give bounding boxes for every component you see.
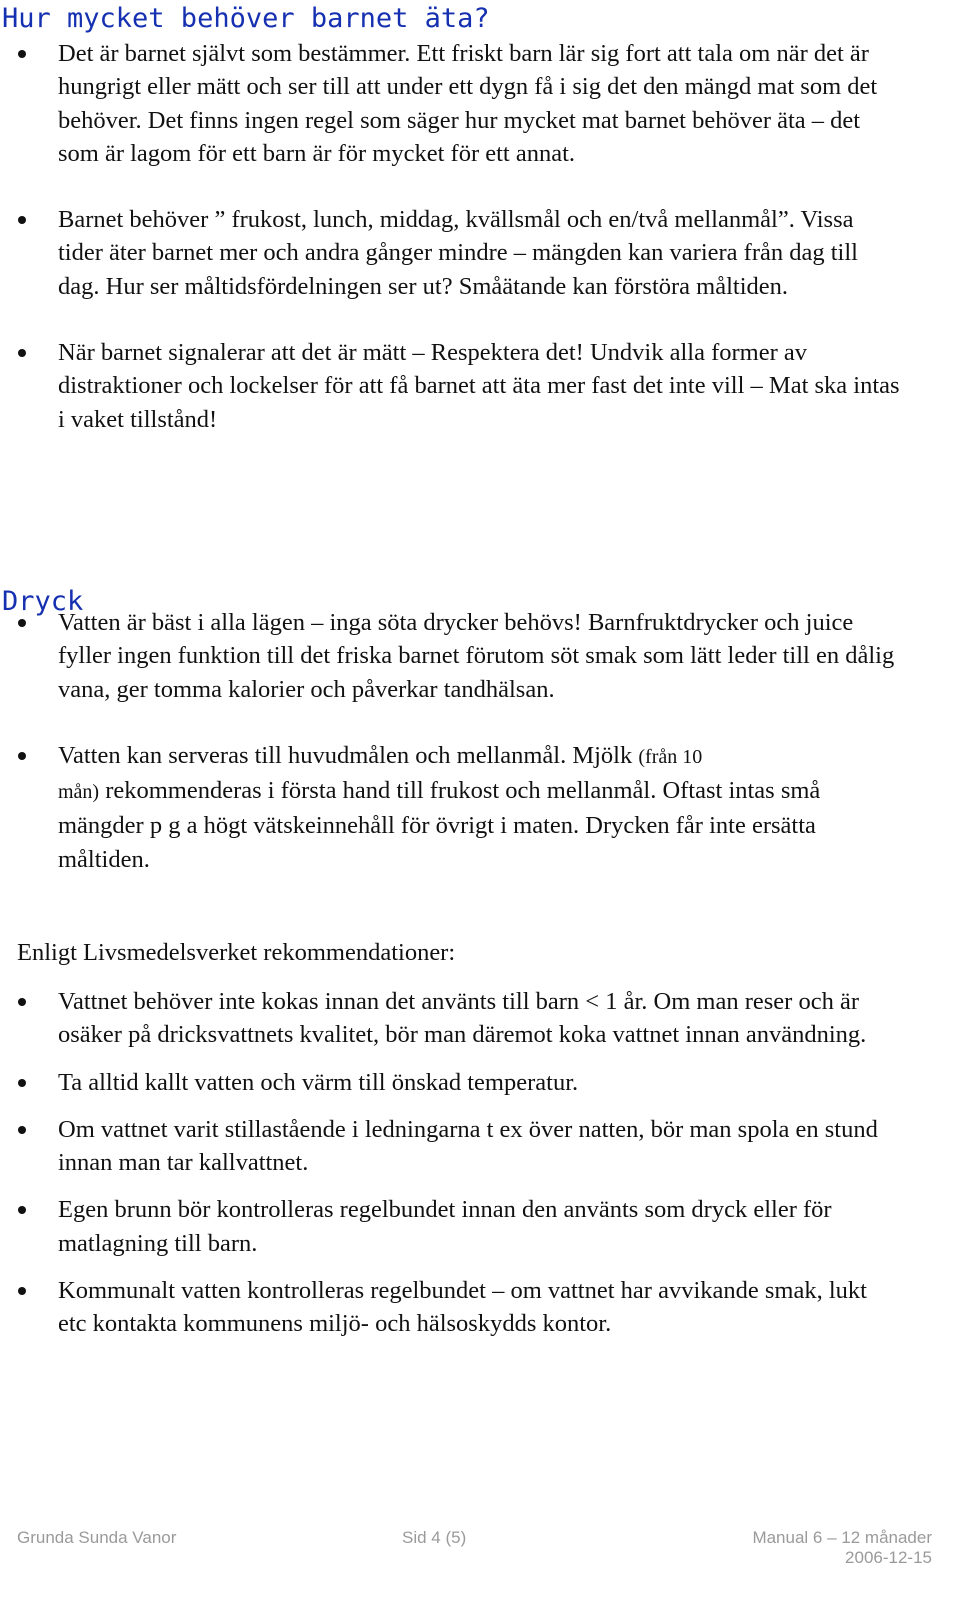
- recommendations-list: [0, 985, 900, 1341]
- footer-page-number: Sid 4 (5): [402, 1528, 467, 1547]
- list-item-text: Vattnet behöver inte kokas innan det använts till barn < 1 år. Om man reser och är osäker på dricksvattnets kvalitet, bör man däremot koka vattnet innan användning.: [58, 988, 867, 1049]
- footer-manual: Manual 6 – 12 månader: [752, 1528, 932, 1547]
- list-item: [0, 1274, 900, 1341]
- age-note-unit: mån): [58, 781, 100, 804]
- list-item-text: Barnet behöver ” frukost, lunch, middag, kvällsmål och en/två mellanmål”. Vissa tider äter barnet mer och andra gånger mindre – mängden kan variera från dag till dag. Hur ser måltidsfördelningen ser ut? Småätande kan förstöra måltiden.: [58, 206, 858, 300]
- recommendations-intro: Enligt Livsmedelsverket rekommendationer:: [17, 939, 456, 966]
- bullet-icon: [18, 50, 26, 58]
- bullet-icon: [18, 1126, 26, 1134]
- list-item-text: Egen brunn bör kontrolleras regelbundet innan den använts som dryck eller för matlagning till barn.: [58, 1196, 832, 1257]
- bullet-icon: [18, 349, 26, 357]
- bullet-icon: [18, 619, 26, 627]
- age-note: (från 10: [638, 745, 703, 768]
- list-item: [0, 1066, 900, 1099]
- bullet-icon: [18, 216, 26, 224]
- list-item-text: Ta alltid kallt vatten och värm till önskad temperatur.: [58, 1068, 579, 1096]
- footer-date: 2006-12-15: [845, 1548, 932, 1567]
- list-item-text: Om vattnet varit stillastående i ledningarna t ex över natten, bör man spola en stund innan man tar kallvattnet.: [58, 1115, 878, 1177]
- list-item: [0, 336, 900, 436]
- eating-list: [0, 37, 900, 436]
- bullet-icon: [18, 1287, 26, 1295]
- list-item: [0, 606, 900, 706]
- footer-title: Grunda Sunda Vanor: [17, 1528, 177, 1547]
- list-item-text: När barnet signalerar att det är mätt – Respektera det! Undvik alla former av distraktioner och lockelser för att få barnet att äta mer fast det inte vill – Mat ska intas i vaket tillstånd!: [58, 339, 900, 433]
- list-item-text: Kommunalt vatten kontrolleras regelbundet – om vattnet har avvikande smak, lukt etc kontakta kommunens miljö- och hälsoskydds kontor.: [58, 1277, 867, 1338]
- list-item: [0, 203, 900, 303]
- bullet-icon: [18, 752, 26, 760]
- list-item-text: Vatten är bäst i alla lägen – inga söta drycker behövs! Barnfruktdrycker och juice fyller ingen funktion till det friska barnet förutom söt smak som lätt leder till en dålig vana, ger tomma kalorier och påverkar tandhälsan.: [58, 609, 895, 703]
- list-item: [0, 985, 900, 1052]
- drink-list: [0, 606, 900, 876]
- bullet-icon: [18, 1206, 26, 1214]
- list-item: [0, 739, 900, 876]
- list-item-text: Det är barnet självt som bestämmer. Ett friskt barn lär sig fort att tala om när det är hungrigt eller mätt och ser till att under ett dygn få i sig det den mängd mat som det behöver. Det finns ingen regel som säger hur mycket mat barnet behöver äta – det som är lagom för ett barn är för mycket för ett annat.: [58, 40, 878, 167]
- section-heading-drink: Dryck: [2, 586, 84, 617]
- section-heading-eating: Hur mycket behöver barnet äta?: [2, 3, 490, 34]
- list-item: [0, 1193, 900, 1260]
- bullet-icon: [18, 998, 26, 1006]
- bullet-icon: [18, 1079, 26, 1087]
- list-item: [0, 37, 900, 170]
- list-item: [0, 1113, 900, 1180]
- list-item-text-part: rekommenderas i första hand till frukost och mellanmål. Oftast intas små mängder p g a högt vätskeinnehåll för övrigt i maten. Drycken får inte ersätta måltiden.: [58, 777, 821, 873]
- list-item-text-part: Vatten kan serveras till huvudmålen och mellanmål. Mjölk: [58, 741, 639, 769]
